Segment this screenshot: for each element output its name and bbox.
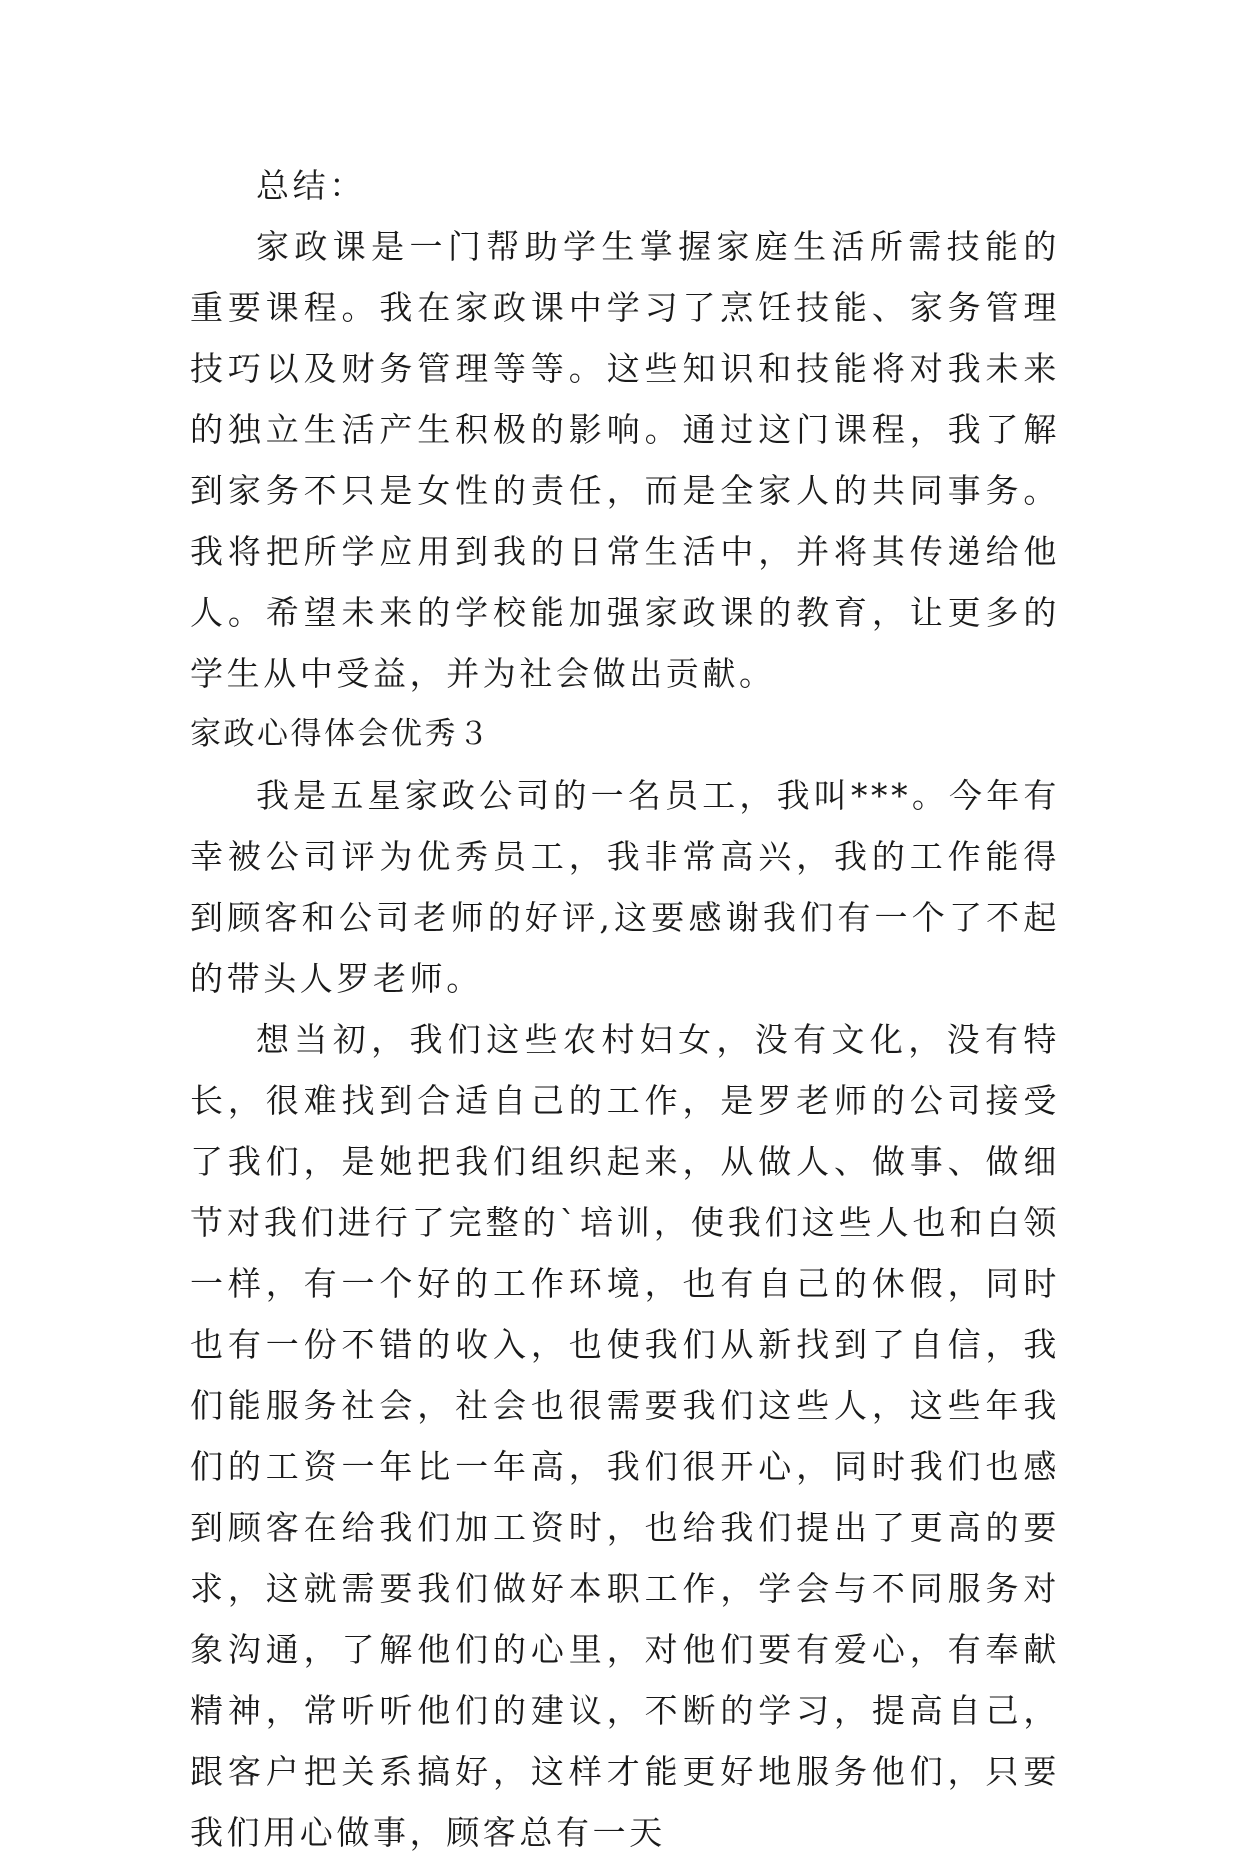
body-paragraph-2: 想当初，我们这些农村妇女，没有文化，没有特长，很难找到合适自己的工作，是罗老师的公司接受了我们，是她把我们组织起来，从做人、做事、做细节对我们进行了完整的`培训，使我们这些人也和白领一样，有一个好的工作环境，也有自己的休假，同时也有一份不错的收入，也使我们从新找到了自信，我们能服务社会，社会也很需要我们这些人，这些年我们的工资一年比一年高，我们很开心，同时我们也感到顾客在给我们加工资时，也给我们提出了更高的要求，这就需要我们做好本职工作，学会与不同服务对象沟通，了解他们的心里，对他们要有爱心，有奉献精神，常听听他们的建议，不断的学习，提高自己，跟客户把关系搞好，这样才能更好地服务他们，只要我们用心做事，顾客总有一天 [190,1020,1060,1852]
document-page [190,155,1060,1863]
summary-paragraph: 家政课是一门帮助学生掌握家庭生活所需技能的重要课程。我在家政课中学习了烹饪技能、家务管理技巧以及财务管理等等。这些知识和技能将对我未来的独立生活产生积极的影响。通过这门课程，我了解到家务不只是女性的责任，而是全家人的共同事务。我将把所学应用到我的日常生活中，并将其传递给他人。希望未来的学校能加强家政课的教育，让更多的学生从中受益，并为社会做出贡献。 [190,227,1060,693]
summary-label: 总结： [256,166,366,205]
body-paragraph-1: 我是五星家政公司的一名员工，我叫***。今年有幸被公司评为优秀员工，我非常高兴，我的工作能得到顾客和公司老师的好评,这要感谢我们有一个了不起的带头人罗老师。 [190,776,1060,998]
section-heading: 家政心得体会优秀３ [190,716,492,752]
